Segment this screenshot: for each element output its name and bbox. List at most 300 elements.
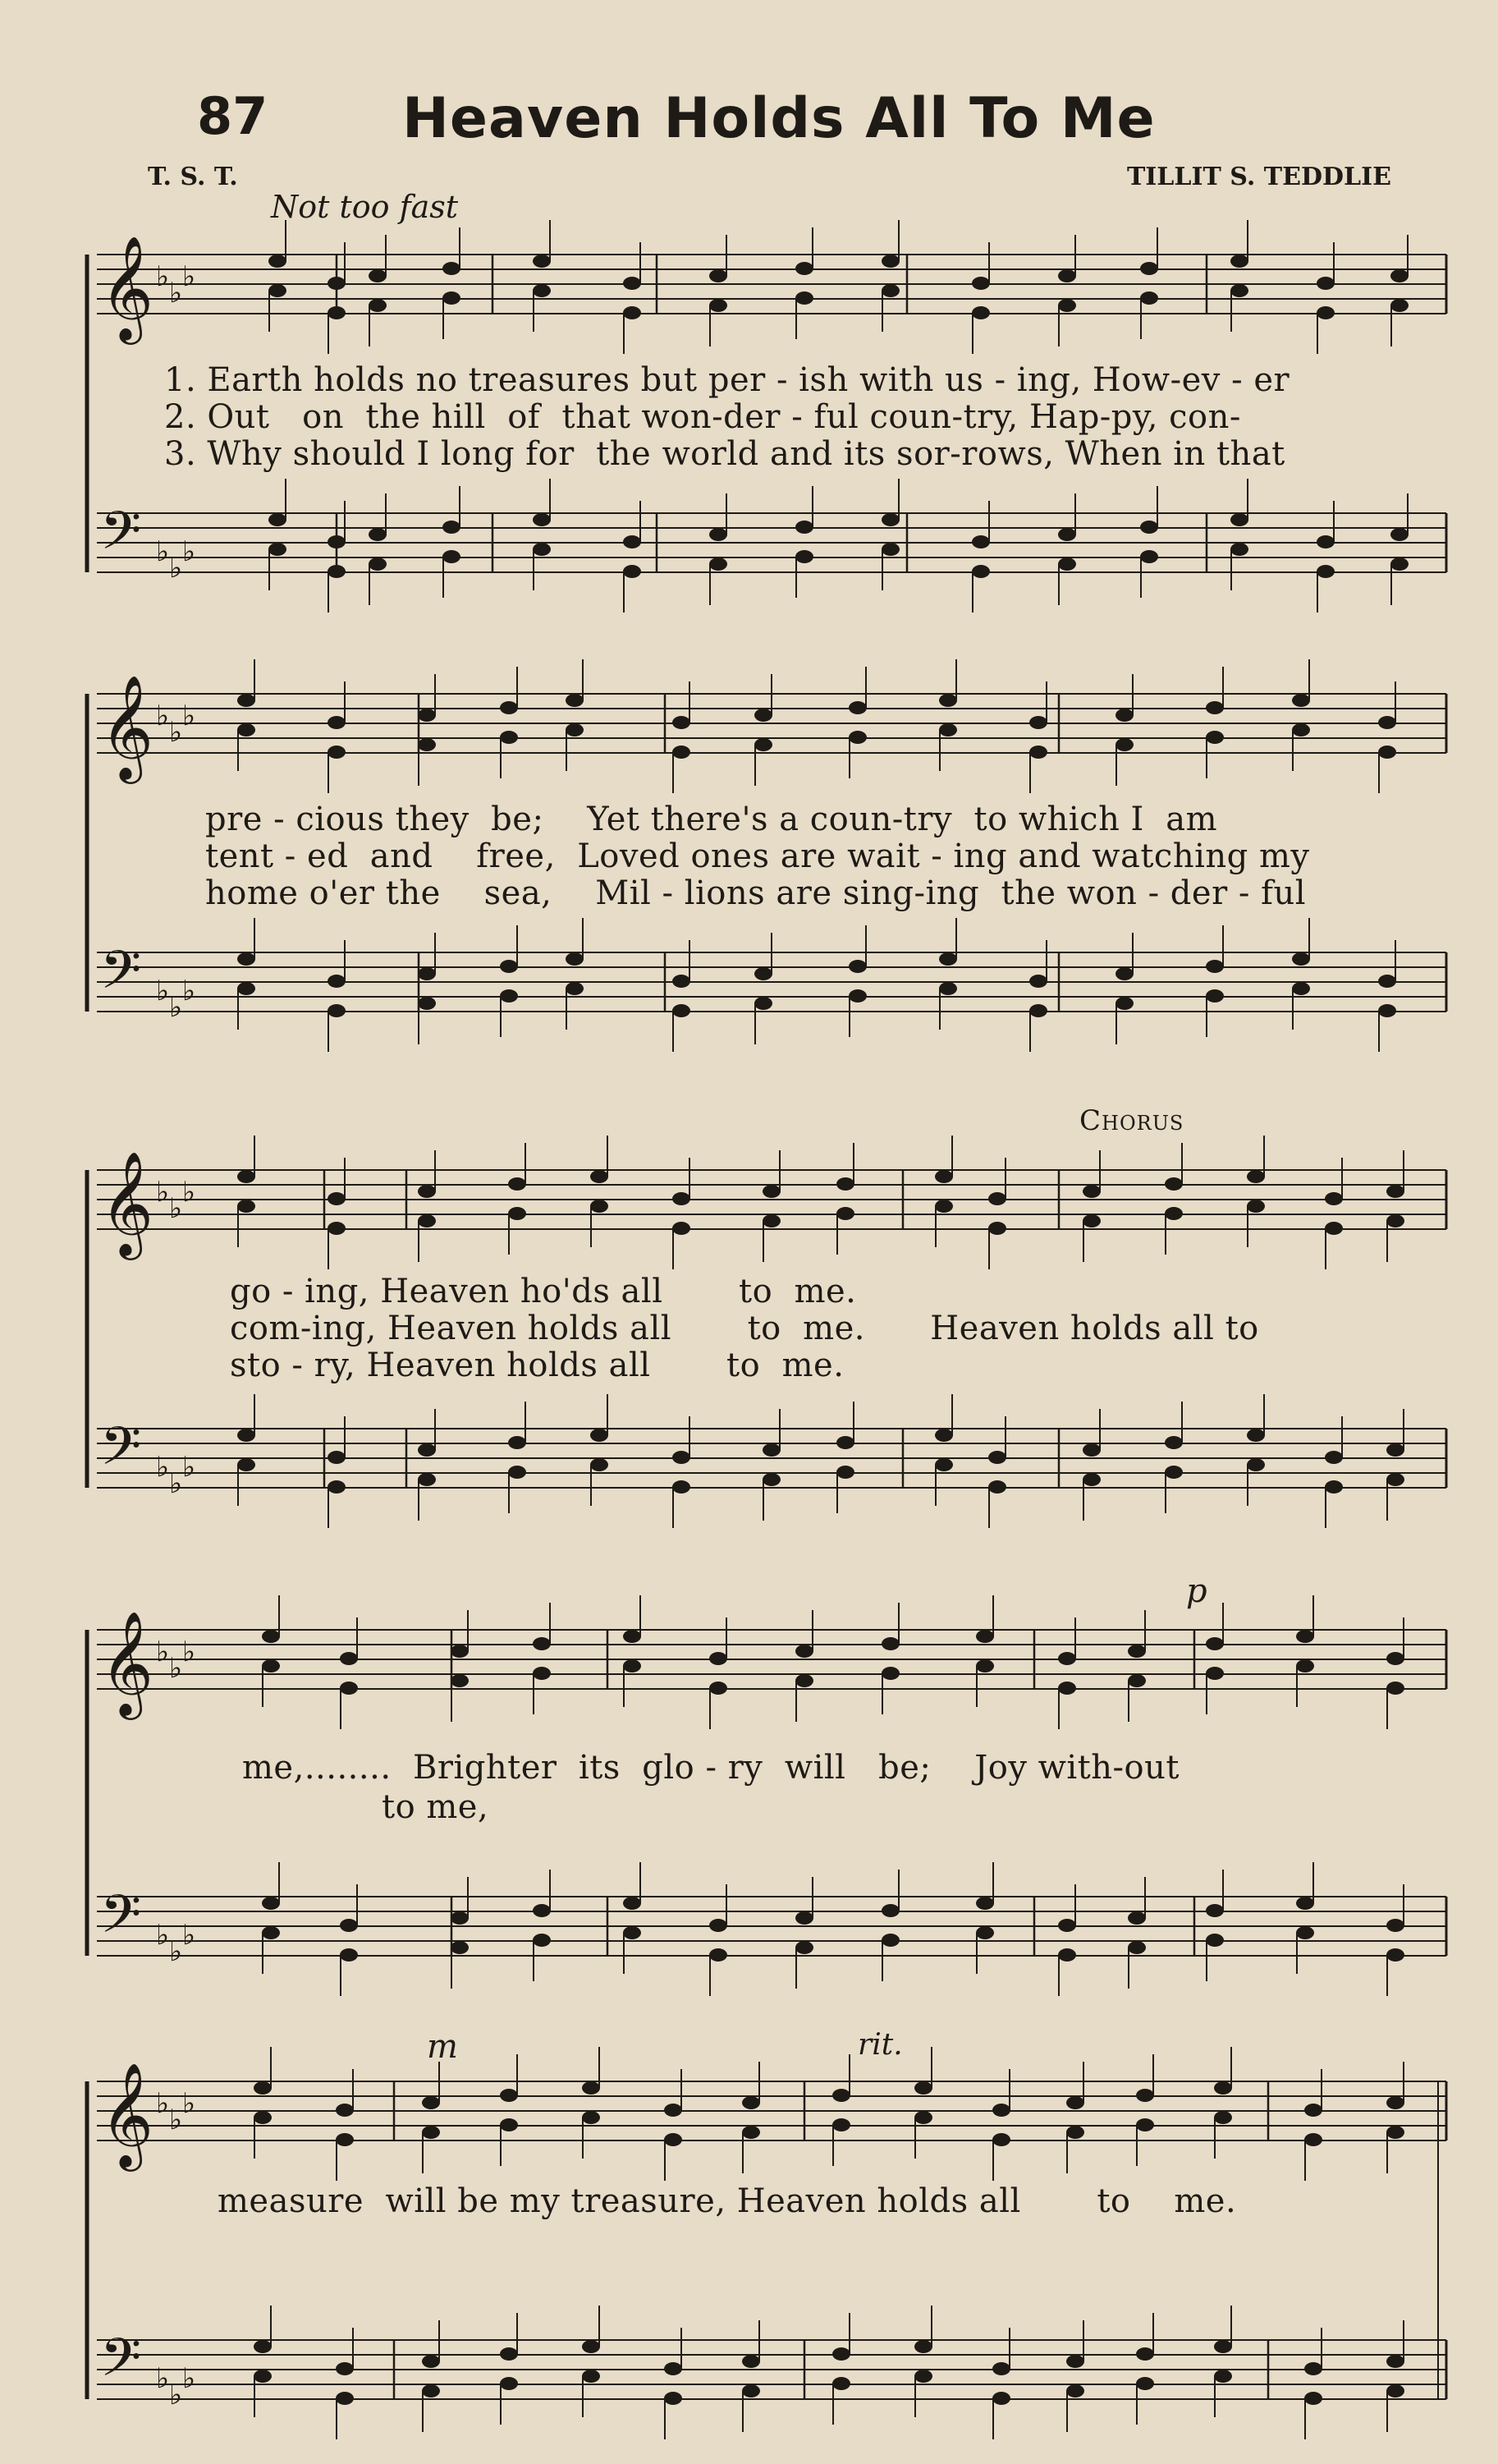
note-head (988, 1192, 1006, 1205)
note-head (1386, 2355, 1404, 2368)
note-head (1128, 1674, 1146, 1687)
note-head (590, 1200, 608, 1213)
note-head (268, 255, 286, 268)
note-head (1386, 1919, 1404, 1932)
chorus-label: Chorus (1079, 1104, 1184, 1137)
note-head (1296, 1630, 1314, 1643)
note-head (754, 738, 772, 751)
note-head (709, 269, 727, 282)
flat-icon: ♭ (182, 2087, 196, 2120)
lyric-line: sto - ry, Heaven holds all to me. (230, 1347, 845, 1384)
note-head (508, 1207, 526, 1220)
note-head (882, 284, 900, 297)
note-head (754, 997, 772, 1010)
note-head (664, 2133, 682, 2146)
note-head (566, 694, 584, 707)
note-head (369, 269, 387, 282)
note-head (340, 1948, 358, 1962)
note-head (672, 1480, 690, 1494)
note-head (709, 1652, 727, 1665)
note-head (237, 1170, 255, 1183)
note-head (988, 1451, 1006, 1464)
note-head (1296, 1659, 1314, 1672)
note-head (328, 1192, 346, 1205)
note-head (262, 1926, 280, 1939)
note-head (992, 2362, 1010, 2375)
note-head (914, 2081, 932, 2095)
treble-clef-icon: 𝄞 (100, 2062, 154, 2167)
note-head (1292, 723, 1310, 736)
note-head (1230, 284, 1248, 297)
note-head (328, 746, 346, 759)
lyric-line: 3. Why should I long for the world and its sor-rows, When in that (164, 435, 1285, 473)
flat-icon: ♭ (182, 1176, 196, 1209)
lyric-line: go - ing, Heaven ho'ds all to me. (230, 1273, 857, 1310)
note-head (1029, 716, 1047, 729)
note-head (1325, 1222, 1343, 1235)
note-head (939, 982, 957, 995)
note-head (237, 982, 255, 995)
flat-icon: ♭ (169, 1192, 183, 1225)
lyric-line: tent - ed and free, Loved ones are wait - ing and watching my (205, 837, 1310, 875)
note-head (1128, 1941, 1146, 1954)
note-head (972, 565, 990, 578)
flat-icon: ♭ (156, 260, 170, 293)
note-head (500, 989, 518, 1003)
note-head (590, 1429, 608, 1442)
hymn-title: Heaven Holds All To Me (402, 86, 1156, 151)
note-head (623, 1926, 641, 1939)
note-head (1083, 1473, 1101, 1486)
note-head (1066, 2384, 1084, 2397)
lyric-line: home o'er the sea, Mil - lions are sing-ing the won - der - ful (205, 874, 1306, 912)
note-head (763, 1185, 781, 1198)
note-head (442, 521, 460, 534)
note-head (976, 1659, 994, 1672)
note-head (1206, 1667, 1224, 1680)
note-head (1206, 701, 1224, 714)
note-head (623, 535, 641, 548)
note-head (1378, 716, 1396, 729)
note-head (1386, 1185, 1404, 1198)
note-head (882, 1904, 900, 1917)
note-head (882, 543, 900, 556)
note-head (237, 1200, 255, 1213)
note-head (500, 2089, 518, 2102)
note-head (500, 731, 518, 744)
note-head (500, 960, 518, 973)
note-head (1029, 1004, 1047, 1017)
note-head (418, 1443, 436, 1457)
note-head (935, 1429, 953, 1442)
note-head (1317, 565, 1335, 578)
note-head (1165, 1207, 1183, 1220)
note-head (1136, 2118, 1154, 2131)
note-head (336, 2362, 354, 2375)
note-head (533, 284, 551, 297)
note-head (336, 2392, 354, 2405)
note-head (442, 550, 460, 563)
note-head (988, 1222, 1006, 1235)
note-head (623, 1630, 641, 1643)
note-head (508, 1466, 526, 1479)
note-head (1325, 1192, 1343, 1205)
note-head (709, 1919, 727, 1932)
note-head (849, 960, 867, 973)
note-head (1128, 1645, 1146, 1658)
note-head (418, 997, 436, 1010)
note-head (1136, 2089, 1154, 2102)
note-head (742, 2384, 760, 2397)
note-head (1292, 694, 1310, 707)
note-head (1386, 1948, 1404, 1962)
note-head (418, 1185, 436, 1198)
note-head (935, 1200, 953, 1213)
note-head (1058, 1919, 1076, 1932)
note-head (972, 277, 990, 290)
note-head (1390, 269, 1409, 282)
note-head (237, 1429, 255, 1442)
note-head (328, 1480, 346, 1494)
note-head (836, 1466, 854, 1479)
note-head (1378, 746, 1396, 759)
note-head (422, 2126, 440, 2139)
note-head (1206, 1904, 1224, 1917)
treble-clef-icon: 𝄞 (100, 1150, 154, 1255)
note-head (566, 952, 584, 966)
note-head (882, 1637, 900, 1650)
note-head (709, 557, 727, 571)
note-head (328, 716, 346, 729)
flat-icon: ♭ (169, 277, 183, 310)
note-head (742, 2355, 760, 2368)
note-head (1058, 557, 1076, 571)
note-head (795, 550, 813, 563)
note-head (914, 2340, 932, 2353)
note-head (1140, 521, 1158, 534)
note-head (763, 1473, 781, 1486)
note-head (672, 1451, 690, 1464)
note-head (336, 2133, 354, 2146)
note-head (1128, 1911, 1146, 1925)
note-head (1165, 1466, 1183, 1479)
note-head (664, 2362, 682, 2375)
note-head (340, 1682, 358, 1695)
note-head (1386, 1473, 1404, 1486)
note-head (836, 1207, 854, 1220)
note-head (972, 306, 990, 319)
note-head (369, 528, 387, 541)
note-head (1029, 746, 1047, 759)
note-head (1083, 1443, 1101, 1457)
note-head (1304, 2104, 1322, 2117)
note-head (976, 1897, 994, 1910)
note-head (422, 2384, 440, 2397)
note-head (623, 565, 641, 578)
note-head (623, 306, 641, 319)
note-head (1058, 1652, 1076, 1665)
flat-icon: ♭ (169, 1467, 183, 1500)
note-head (849, 989, 867, 1003)
note-head (882, 1934, 900, 1947)
note-head (623, 1897, 641, 1910)
note-head (1066, 2126, 1084, 2139)
note-head (1058, 1948, 1076, 1962)
bass-clef-icon: 𝄢 (100, 940, 142, 1014)
note-head (795, 1941, 813, 1954)
note-head (237, 1458, 255, 1471)
note-head (254, 2111, 272, 2124)
note-head (914, 2370, 932, 2383)
note-head (268, 284, 286, 297)
note-head (1386, 1682, 1404, 1695)
note-head (1140, 262, 1158, 275)
note-head (976, 1630, 994, 1643)
note-head (418, 1473, 436, 1486)
note-head (262, 1897, 280, 1910)
note-head (849, 731, 867, 744)
note-head (328, 277, 346, 290)
note-head (1304, 2392, 1322, 2405)
note-head (709, 1682, 727, 1695)
note-head (328, 535, 346, 548)
lyric-line: pre - cious they be; Yet there's a coun-try to which I am (205, 801, 1218, 838)
note-head (328, 565, 346, 578)
note-head (939, 694, 957, 707)
note-head (451, 1911, 469, 1925)
flat-icon: ♭ (169, 2379, 183, 2411)
note-head (849, 701, 867, 714)
note-head (1206, 989, 1224, 1003)
flat-icon: ♭ (182, 1919, 196, 1952)
lyricist-credit: T. S. T. (148, 163, 238, 191)
flat-icon: ♭ (156, 535, 170, 568)
note-head (508, 1177, 526, 1191)
note-head (582, 2081, 600, 2095)
flat-icon: ♭ (182, 2362, 196, 2395)
note-head (795, 291, 813, 305)
note-head (832, 2089, 850, 2102)
note-head (754, 967, 772, 980)
flat-icon: ♭ (169, 2104, 183, 2136)
note-head (1206, 731, 1224, 744)
note-head (992, 2392, 1010, 2405)
note-head (1136, 2377, 1154, 2390)
note-head (533, 1637, 551, 1650)
note-head (1165, 1436, 1183, 1449)
note-head (709, 1948, 727, 1962)
hymn-number: 87 (197, 86, 268, 146)
note-head (340, 1919, 358, 1932)
note-head (1214, 2081, 1232, 2095)
note-head (1386, 2384, 1404, 2397)
note-head (672, 975, 690, 988)
note-head (672, 1004, 690, 1017)
flat-icon: ♭ (182, 260, 196, 293)
note-head (1247, 1458, 1265, 1471)
note-head (1066, 2355, 1084, 2368)
note-head (664, 2104, 682, 2117)
bass-clef-icon: 𝄢 (100, 1416, 142, 1490)
note-head (1115, 967, 1134, 980)
note-head (1378, 1004, 1396, 1017)
note-head (1378, 975, 1396, 988)
note-head (418, 709, 436, 722)
note-head (418, 738, 436, 751)
note-head (262, 1659, 280, 1672)
note-head (988, 1480, 1006, 1494)
note-head (763, 1443, 781, 1457)
bass-clef-icon: 𝄢 (100, 1884, 142, 1958)
note-head (1136, 2347, 1154, 2361)
note-head (882, 255, 900, 268)
note-head (566, 982, 584, 995)
treble-clef-icon: 𝄞 (100, 1610, 154, 1715)
note-head (340, 1652, 358, 1665)
note-head (1214, 2340, 1232, 2353)
note-head (533, 255, 551, 268)
note-head (1304, 2133, 1322, 2146)
note-head (742, 2126, 760, 2139)
lyric-line: to me, (382, 1788, 489, 1826)
treble-clef-icon: 𝄞 (100, 674, 154, 779)
flat-icon: ♭ (169, 716, 183, 749)
note-head (500, 2118, 518, 2131)
note-head (590, 1170, 608, 1183)
note-head (254, 2340, 272, 2353)
note-head (1247, 1200, 1265, 1213)
note-head (533, 1904, 551, 1917)
note-head (976, 1926, 994, 1939)
note-head (1058, 299, 1076, 312)
flat-icon: ♭ (182, 700, 196, 732)
composer-credit: TILLIT S. TEDDLIE (1126, 163, 1391, 191)
note-head (566, 723, 584, 736)
note-head (795, 1674, 813, 1687)
note-head (1206, 1934, 1224, 1947)
piano-marking: p (1186, 1572, 1207, 1610)
note-head (1292, 982, 1310, 995)
note-head (1390, 528, 1409, 541)
note-head (836, 1177, 854, 1191)
note-head (672, 716, 690, 729)
note-head (237, 952, 255, 966)
note-head (1325, 1451, 1343, 1464)
note-head (442, 262, 460, 275)
note-head (1386, 1652, 1404, 1665)
note-head (882, 513, 900, 526)
note-head (422, 2355, 440, 2368)
note-head (709, 299, 727, 312)
note-head (254, 2370, 272, 2383)
note-head (1214, 2370, 1232, 2383)
note-head (935, 1170, 953, 1183)
tempo-marking: Not too fast (271, 189, 459, 225)
note-head (1058, 1682, 1076, 1695)
note-head (972, 535, 990, 548)
flat-icon: ♭ (156, 1636, 170, 1668)
note-head (582, 2111, 600, 2124)
note-head (672, 1192, 690, 1205)
note-head (1058, 269, 1076, 282)
note-head (1386, 2126, 1404, 2139)
flat-icon: ♭ (169, 552, 183, 585)
note-head (992, 2104, 1010, 2117)
note-head (328, 1004, 346, 1017)
flat-icon: ♭ (156, 2087, 170, 2120)
note-head (1115, 738, 1134, 751)
note-head (582, 2370, 600, 2383)
flat-icon: ♭ (156, 2362, 170, 2395)
note-head (836, 1436, 854, 1449)
note-head (237, 694, 255, 707)
note-head (500, 2377, 518, 2390)
note-head (1115, 997, 1134, 1010)
note-head (418, 967, 436, 980)
note-head (1325, 1480, 1343, 1494)
note-head (832, 2347, 850, 2361)
bass-clef-icon: 𝄢 (100, 501, 142, 575)
note-head (1140, 550, 1158, 563)
note-head (1083, 1185, 1101, 1198)
ritardando-marking: rit. (858, 2028, 903, 2062)
note-head (328, 306, 346, 319)
note-head (268, 513, 286, 526)
note-head (1386, 2096, 1404, 2109)
note-head (1206, 960, 1224, 973)
note-head (672, 746, 690, 759)
treble-clef-icon: 𝄞 (100, 235, 154, 340)
note-head (882, 1667, 900, 1680)
note-head (1066, 2096, 1084, 2109)
note-head (1083, 1214, 1101, 1227)
flat-icon: ♭ (182, 535, 196, 568)
note-head (795, 1645, 813, 1658)
note-head (623, 1659, 641, 1672)
note-head (328, 1222, 346, 1235)
note-head (795, 521, 813, 534)
note-head (369, 557, 387, 571)
note-head (939, 952, 957, 966)
note-head (500, 701, 518, 714)
flat-icon: ♭ (169, 991, 183, 1024)
mezzo-marking: m (427, 2028, 458, 2066)
flat-icon: ♭ (182, 1636, 196, 1668)
note-head (328, 1451, 346, 1464)
note-head (1317, 306, 1335, 319)
flat-icon: ♭ (169, 1935, 183, 1968)
note-head (533, 1934, 551, 1947)
note-head (623, 277, 641, 290)
note-head (442, 291, 460, 305)
lyric-line: measure will be my treasure, Heaven holds all to me. (218, 2182, 1237, 2220)
note-head (763, 1214, 781, 1227)
note-head (1230, 513, 1248, 526)
flat-icon: ♭ (156, 1919, 170, 1952)
note-head (336, 2104, 354, 2117)
note-head (939, 723, 957, 736)
note-head (1296, 1897, 1314, 1910)
note-head (533, 1667, 551, 1680)
note-head (1386, 1214, 1404, 1227)
flat-icon: ♭ (156, 700, 170, 732)
note-head (451, 1941, 469, 1954)
note-head (418, 1214, 436, 1227)
note-head (533, 513, 551, 526)
flat-icon: ♭ (156, 1451, 170, 1484)
note-head (582, 2340, 600, 2353)
note-head (590, 1458, 608, 1471)
